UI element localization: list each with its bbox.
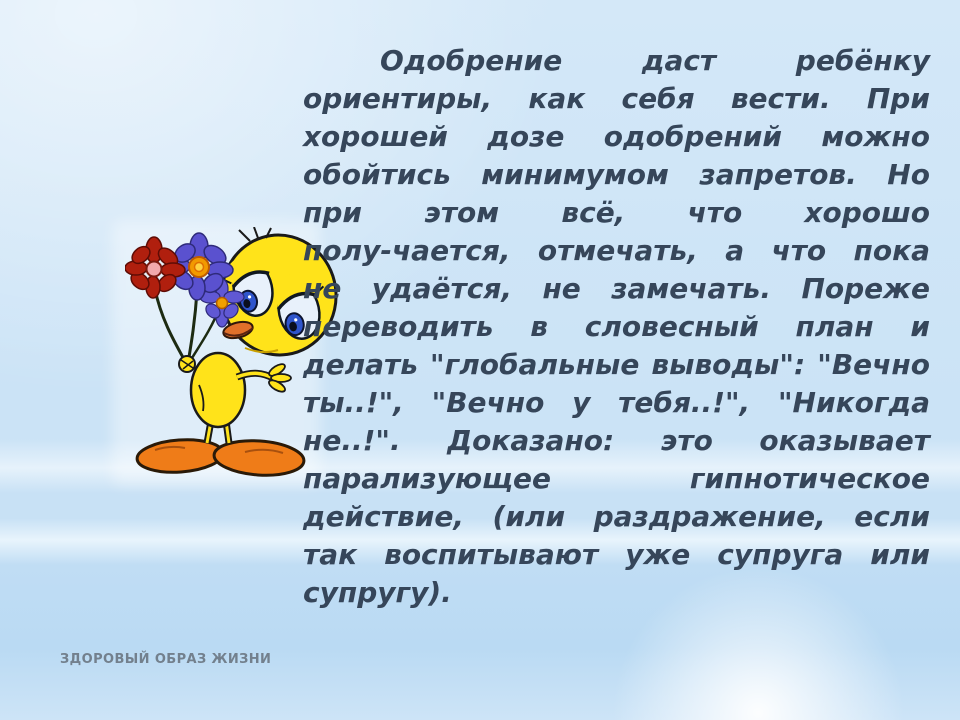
text-line <box>303 42 930 80</box>
word: это <box>660 424 713 457</box>
bird-feet <box>136 437 305 478</box>
text-line <box>303 80 930 118</box>
text-line <box>303 422 930 460</box>
word: воспитывают <box>384 538 599 571</box>
word: отмечать, <box>537 234 698 267</box>
word: план <box>795 310 874 343</box>
red-flower <box>125 237 185 298</box>
word: всё, <box>561 196 626 229</box>
word: что <box>687 196 743 229</box>
word: Пореже <box>801 272 930 305</box>
word: "глобальные <box>430 348 640 381</box>
text-line <box>303 574 930 612</box>
word: супругу). <box>303 576 452 609</box>
word: не <box>303 272 342 305</box>
word: запретов. <box>699 158 857 191</box>
word: замечать. <box>611 272 771 305</box>
word: тебя..!", <box>618 386 751 419</box>
word: раздражение, <box>593 500 826 533</box>
word: обойтись <box>303 158 451 191</box>
bird-body <box>191 353 245 427</box>
text-line <box>303 156 930 194</box>
word: действие, <box>303 500 465 533</box>
word: как <box>528 82 586 115</box>
word: удаётся, <box>371 272 512 305</box>
word: у <box>572 386 591 419</box>
word: ты..!", <box>303 386 404 419</box>
word: оказывает <box>759 424 930 457</box>
word: Одобрение <box>380 44 563 77</box>
text-line <box>303 308 930 346</box>
word: супруга <box>717 538 844 571</box>
word: одобрений <box>603 120 783 153</box>
word: гипнотическое <box>689 462 930 495</box>
word: парализующее <box>303 462 551 495</box>
word: уже <box>625 538 691 571</box>
word: При <box>866 82 930 115</box>
text-line <box>303 270 930 308</box>
word: ориентиры, <box>303 82 493 115</box>
text-line <box>303 536 930 574</box>
footer-text: ЗДОРОВЫЙ ОБРАЗ ЖИЗНИ <box>60 652 272 667</box>
word: Но <box>887 158 930 191</box>
word: хорошей <box>303 120 448 153</box>
word: даст <box>641 44 717 77</box>
word: дозе <box>487 120 565 153</box>
word: минимумом <box>481 158 669 191</box>
word: словесный <box>584 310 759 343</box>
text-line <box>303 498 930 536</box>
text-line <box>303 194 930 232</box>
word: а <box>725 234 745 267</box>
word: (или <box>492 500 566 533</box>
text-line <box>303 118 930 156</box>
word: себя <box>621 82 695 115</box>
word: делать <box>303 348 418 381</box>
text-line <box>303 232 930 270</box>
word: Доказано: <box>447 424 615 457</box>
word: при <box>303 196 363 229</box>
word: хорошо <box>804 196 930 229</box>
word: и <box>910 310 930 343</box>
word: в <box>530 310 548 343</box>
word: если <box>854 500 930 533</box>
word: "Вечно <box>817 348 930 381</box>
word: выводы": <box>651 348 806 381</box>
word: "Вечно <box>431 386 545 419</box>
word: или <box>870 538 930 571</box>
text-line <box>303 460 930 498</box>
word: не <box>542 272 581 305</box>
word: что <box>771 234 827 267</box>
word: этом <box>424 196 500 229</box>
text-line <box>303 384 930 422</box>
word: можно <box>821 120 930 153</box>
word: полу-чается, <box>303 234 511 267</box>
word: вести. <box>730 82 831 115</box>
slide-body-text <box>303 42 930 612</box>
word: пока <box>853 234 930 267</box>
word: переводить <box>303 310 494 343</box>
text-line <box>303 346 930 384</box>
word: не..!". <box>303 424 401 457</box>
word: ребёнку <box>795 44 930 77</box>
word: "Никогда <box>777 386 930 419</box>
word: так <box>303 538 358 571</box>
